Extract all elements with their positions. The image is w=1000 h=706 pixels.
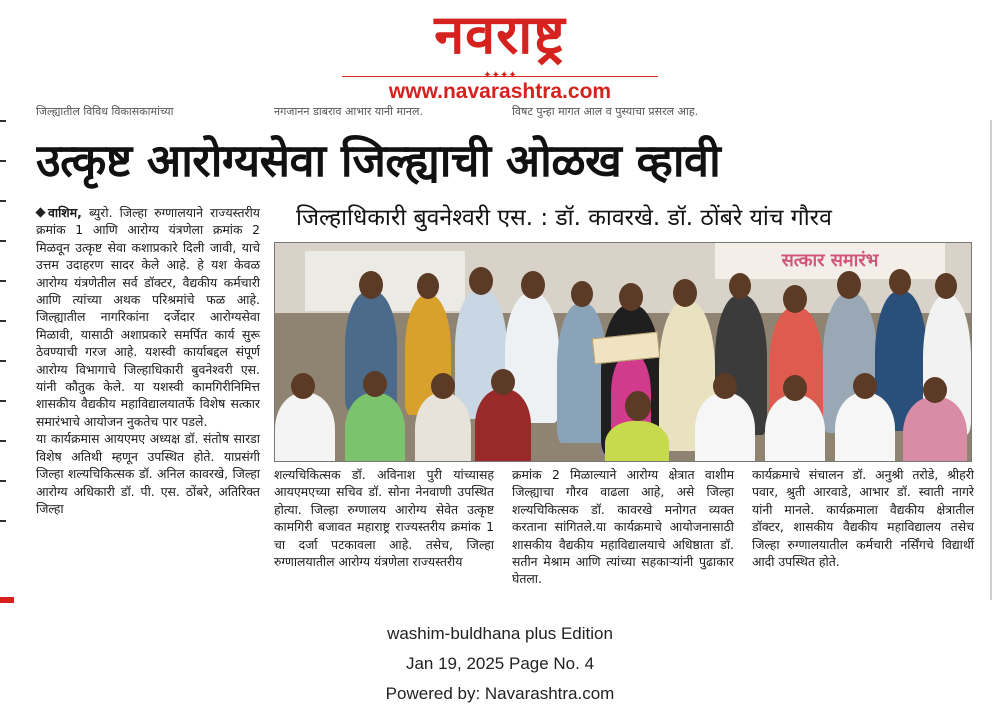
previous-article-strip-right: विषट पुन्हा मागत आल व पुस्याचा प्रसरल आह. [512, 105, 699, 118]
date-page-label: Jan 19, 2025 Page No. 4 [405, 654, 595, 673]
photo-person-head [619, 283, 643, 311]
article-byline: ब्युरो. [88, 205, 113, 220]
previous-article-strip-left: जिल्ह्यातील विविध विकासकामांच्या [36, 105, 174, 118]
article-column-3: क्रमांक 2 मिळाल्याने आरोग्य क्षेत्रात वाशीम जिल्ह्याचा गौरव वाढला आहे, असे जिल्हा शल्यचिकित्सक डॉ. कावरखे मनोगत व्यक्त करताना सांगितले.या कार्यक्रमाचे आयोजनासाठी शासकीय वैद्यकीय महाविद्यालयाचे अधिष्ठाता डॉ. सतीन मेश्राम आणि त्यांच्या सहकाऱ्यांनी पुढाकार घेतला. [512, 467, 734, 587]
event-photo [274, 242, 972, 462]
photo-person-head [491, 369, 515, 395]
masthead [0, 0, 1000, 108]
page-edge-mark [0, 597, 14, 603]
photo-person-head [417, 273, 439, 299]
photo-person-head [837, 271, 861, 299]
photo-person-head [783, 285, 807, 313]
article-dateline: वाशिम, [48, 205, 82, 220]
photo-person-head [359, 271, 383, 299]
article-headline: उत्कृष्ट आरोग्यसेवा जिल्ह्याची ओळख व्हावी [36, 134, 721, 187]
photo-stage-banner: सत्कार समारंभ [715, 243, 945, 279]
photo-person [765, 395, 825, 462]
photo-person [835, 393, 895, 462]
photo-person [345, 393, 405, 462]
photo-person-head [673, 279, 697, 307]
masthead-stars: ✦✦✦✦ [483, 70, 517, 81]
photo-person-head [571, 281, 593, 307]
photo-person-head [853, 373, 877, 399]
photo-person-head [923, 377, 947, 403]
photo-person [475, 389, 531, 462]
photo-person-head [935, 273, 957, 299]
article-column-1 [36, 204, 260, 517]
column-1-paragraph-1: जिल्हा रुग्णालयाने राज्यस्तरीय क्रमांक 1 आणि आरोग्य यंत्रणेला क्रमांक 2 मिळवून उत्कृष्ट सेवा कशाप्रकारे दिली जावी, याचे उत्तम उदाहरण सादर केले आहे. हे यश केवळ आरोग्य यंत्रणेतील सर्व डॉक्टर, वैद्यकीय कर्मचारी आणि त्यांच्या अथक परिश्रमांचे फळ आहे. जिल्ह्यातील नागरिकांना दर्जेदार आरोग्यसेवा मिळावी, यासाठी अशाप्रकारे समर्पित कार्य सुरू ठेवण्याची गरज आहे. यशस्वी कार्याबद्दल संपूर्ण आरोग्य विभागाचे जिल्हाधिकारी बुवनेश्वरी एस. यांनी कौतुक केले. या यशस्वी कामगिरीनिमित्त शासकीय वैद्यकीय महाविद्यालयातर्फे विशेष सत्कार समारंभाचे आयोजन नुकतेच पार पडले. [36, 205, 260, 429]
photo-person-head [431, 373, 455, 399]
column-1-paragraph-2: या कार्यक्रमास आयएमए अध्यक्ष डॉ. संतोष सारडा विशेष अतिथी म्हणून उपस्थित होते. याप्रसंगी जिल्हा शल्यचिकित्सक डॉ. अनिल कावरखे, जिल्हा आरोग्य अधिकारी डॉ. पी. एस. ठोंबरे, अतिरिक्त जिल्हा [36, 431, 260, 516]
right-column-rule [990, 120, 992, 600]
photo-person-head [783, 375, 807, 401]
powered-by-label: Powered by: Navarashtra.com [385, 684, 615, 703]
photo-person [415, 393, 471, 462]
photo-person-head [363, 371, 387, 397]
photo-person-head [521, 271, 545, 299]
photo-person [557, 303, 607, 443]
left-margin-ticks [0, 120, 8, 600]
article-column-2: शल्यचिकित्सक डॉ. अविनाश पुरी यांच्यासह आयएमएच्या सचिव डॉ. सोना नेनवाणी उपस्थित होत्या. जिल्हा रुग्णालय आरोग्य सेवेत उत्कृष्ट कामगिरी बजावत महाराष्ट्र राज्यस्तरीय क्रमांक 1 चा दर्जा पटकावला आहे. तसेच, जिल्हा रुग्णालयातील आरोग्य यंत्रणेला राज्यस्तरीय [274, 467, 494, 570]
photo-person [695, 393, 755, 462]
photo-person-head [889, 269, 911, 295]
photo-person-head [729, 273, 751, 299]
previous-article-strip-middle: नगजानन डाबराव आभार यानी मानल. [274, 105, 423, 118]
photo-person-photographer [605, 421, 669, 462]
photo-person [275, 393, 335, 462]
masthead-url[interactable]: www.navarashtra.com [388, 80, 612, 103]
photo-person-head [469, 267, 493, 295]
dateline-bullet-icon [35, 207, 45, 217]
article-column-4: कार्यक्रमाचे संचालन डॉ. अनुश्री तरोडे, श्रीहरी पवार, श्रुती आरवाडे, आभार डॉ. स्वाती नागरे यांनी मानले. कार्यक्रमाला वैद्यकीय क्षेत्रातील डॉक्टर, शासकीय वैद्यकीय महाविद्यालय तसेच जिल्हा रुग्णालयातील कर्मचारी नर्सिंगचे विद्यार्थी आदी उपस्थित होते. [752, 467, 974, 570]
photo-person-head [291, 373, 315, 399]
newspaper-logo: नवराष्ट्र [434, 3, 566, 66]
photo-person-head [625, 391, 651, 421]
edition-label: washim-buldhana plus Edition [387, 624, 613, 643]
article-subheadline: जिल्हाधिकारी बुवनेश्वरी एस. : डॉ. कावरखे. डॉ. ठोंबरे यांच गौरव [296, 205, 832, 231]
photo-person [903, 397, 967, 462]
photo-person-head [713, 373, 737, 399]
